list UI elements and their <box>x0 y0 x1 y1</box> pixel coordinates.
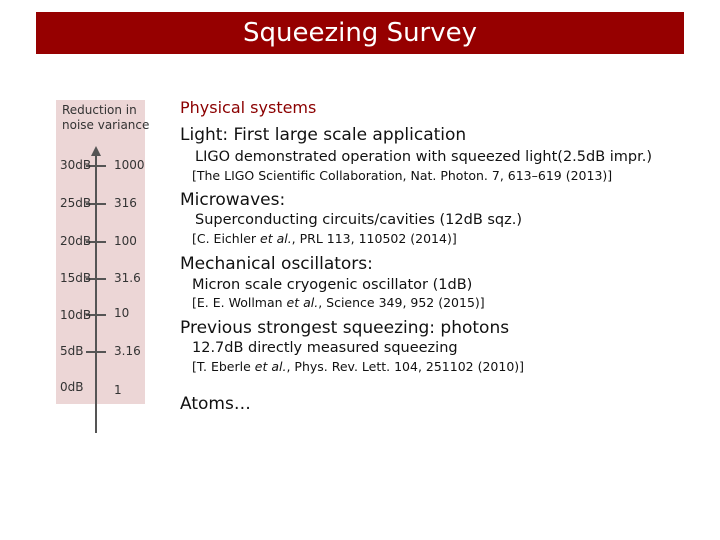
figure-heading-line2: noise variance <box>62 118 150 132</box>
reference-journal: , Science 349, 952 (2015)] <box>318 295 485 310</box>
reference-journal: , PRL 113, 110502 (2014)] <box>291 231 457 246</box>
microwaves-detail: Superconducting circuits/cavities (12dB sqz.) <box>195 212 523 228</box>
mechanical-heading: Mechanical oscillators: <box>180 254 373 274</box>
db-label: 30dB <box>60 158 92 172</box>
ratio-label: 100 <box>114 234 137 248</box>
microwaves-heading: Microwaves: <box>180 190 286 210</box>
reference-authors: [E. E. Wollman <box>192 295 287 310</box>
ratio-label: 3.16 <box>114 344 141 358</box>
photons-detail: 12.7dB directly measured squeezing <box>192 340 458 356</box>
db-label: 5dB <box>60 344 84 358</box>
atoms-heading: Atoms… <box>180 394 251 414</box>
db-label: 20dB <box>60 234 92 248</box>
light-detail: LIGO demonstrated operation with squeezed light(2.5dB impr.) <box>195 149 653 165</box>
ratio-label: 1 <box>114 383 122 397</box>
db-label: 10dB <box>60 308 92 322</box>
reference-authors: [T. Eberle <box>192 359 255 374</box>
microwaves-reference <box>192 231 457 246</box>
axis-line <box>95 155 97 433</box>
reference-authors: [C. Eichler <box>192 231 260 246</box>
db-label: 15dB <box>60 271 92 285</box>
photons-heading: Previous strongest squeezing: photons <box>180 318 510 338</box>
db-label: 25dB <box>60 196 92 210</box>
mechanical-detail: Micron scale cryogenic oscillator (1dB) <box>192 277 473 293</box>
mechanical-reference <box>192 295 485 310</box>
ratio-label: 31.6 <box>114 271 141 285</box>
slide-title-bar <box>36 12 684 54</box>
ratio-label: 316 <box>114 196 137 210</box>
light-heading: Light: First large scale application <box>180 125 467 145</box>
physical-systems-heading: Physical systems <box>180 98 317 117</box>
db-label: 0dB <box>60 380 84 394</box>
reference-etal: et al. <box>254 359 287 374</box>
slide-title: Squeezing Survey <box>242 18 478 48</box>
ratio-label: 1000 <box>114 158 145 172</box>
reference-etal: et al. <box>260 231 292 246</box>
figure-heading <box>62 103 149 133</box>
ratio-label: 10 <box>114 306 130 320</box>
reference-etal: et al. <box>286 295 319 310</box>
light-reference: [The LIGO Scientific Collaboration, Nat. Photon. 7, 613–619 (2013)] <box>192 168 613 183</box>
photons-reference <box>192 359 524 374</box>
noise-reduction-figure <box>56 100 150 404</box>
reference-journal: , Phys. Rev. Lett. 104, 251102 (2010)] <box>286 359 525 374</box>
figure-heading-line1: Reduction in <box>62 103 137 117</box>
